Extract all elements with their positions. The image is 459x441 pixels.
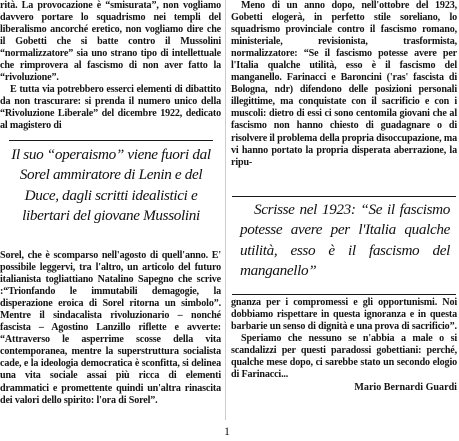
pull-quote-left-text: Il suo “operaismo” viene fuori dal Sorel ammiratore di Lenin e del Duce, dagli scritti idealistici e libertari del giovane Mussolini bbox=[11, 146, 211, 225]
right-paragraph-1: Meno di un anno dopo, nell'ottobre del 1923, Gobetti elogerà, in perfetto stile soreliano, lo squadrismo provinciale contro il fascismo romano, ministeriale, revisionista, trasformista, normalizzatore: “Se il fascismo potesse avere per l'Italia qualche utilità, esso è il fascismo del manganello. Farinacci e Baroncini ('ras' fascista di Bologna, ndr) difendono delle posizioni personali illegittime, ma conquistate con il sacrificio e con i muscoli: dietro di essi ci sono centomila giovani che al fascismo non hanno chiesto di guadagnare o di risolvere il problema della propria disoccupazione, ma vi hanno portato la propria disperata aberrazione, la ripu- bbox=[231, 0, 458, 168]
right-paragraph-2: gnanza per i compromessi e gli opportunismi. Noi dobbiamo rispettare in questa ignoranza e in questa barbarie un senso di dignità e una prova di sacrificio”. bbox=[231, 297, 457, 333]
pull-quote-left bbox=[3, 137, 219, 239]
right-paragraph-3: Speriamo che nessuno se n'abbia a male o si scandalizzi per questi paradossi gobettiani: perché, qualche mese dopo, ci sarebbe stato un secondo elogio di Farinacci... bbox=[231, 333, 457, 381]
page-number: 1 bbox=[224, 424, 230, 438]
right-column bbox=[231, 0, 457, 169]
author-byline: Mario Bernardi Guardi bbox=[354, 382, 457, 394]
left-paragraph-2: E tutta via potrebbero esserci elementi di dibattito da non trascurare: si prenda il numero unico della “Rivoluzione Liberale” del dicembre 1922, dedicato al magistero di bbox=[0, 84, 221, 132]
left-column-lower bbox=[0, 250, 221, 407]
left-paragraph-3: Sorel, che è scomparso nell'agosto di quell'anno. E' possibile leggervi, tra l'altro, un articolo del futuro italianista togliattiano Natalino Sapegno che scrive :“Trionfando le immutabili demagogie, la disperazione eroica di Sorel ritorna un simbolo”. Mentre il sindacalista rivoluzionario – nonché fascista – Agostino Lanzillo riflette e avverte: “Attraverso le asperrime scosse della vita contemporanea, mentre la superstruttura socialista cade, e la ideologia democratica è sconfitta, si delinea una vita sociale assai più ricca di elementi drammatici e promettente quindi un'altra rinascita dei valori dello spirito: l'ora di Sorel”. bbox=[0, 250, 221, 406]
pull-quote-rule bbox=[9, 140, 213, 141]
pull-quote-right-text: Scrisse nel 1923: “Se il fascismo potesse avere per l'Italia qualche utilità, esso è il fascismo del manganello” bbox=[240, 201, 450, 280]
pull-quote-right bbox=[232, 196, 456, 295]
left-column bbox=[0, 0, 221, 133]
left-paragraph-1: rità. La provocazione è “smisurata”, non vogliamo davvero portare lo squadrismo nei templi del liberalismo ancorché eretico, non vogliamo dire che il Gobetti che si batte contro il Mussolini “normalizzatore” sia uno strano tipo di intellettuale che rimprovera al fascismo di non aver fatto la “rivoluzione”. bbox=[0, 0, 221, 84]
right-column-lower bbox=[231, 297, 457, 394]
column-divider bbox=[225, 0, 226, 420]
